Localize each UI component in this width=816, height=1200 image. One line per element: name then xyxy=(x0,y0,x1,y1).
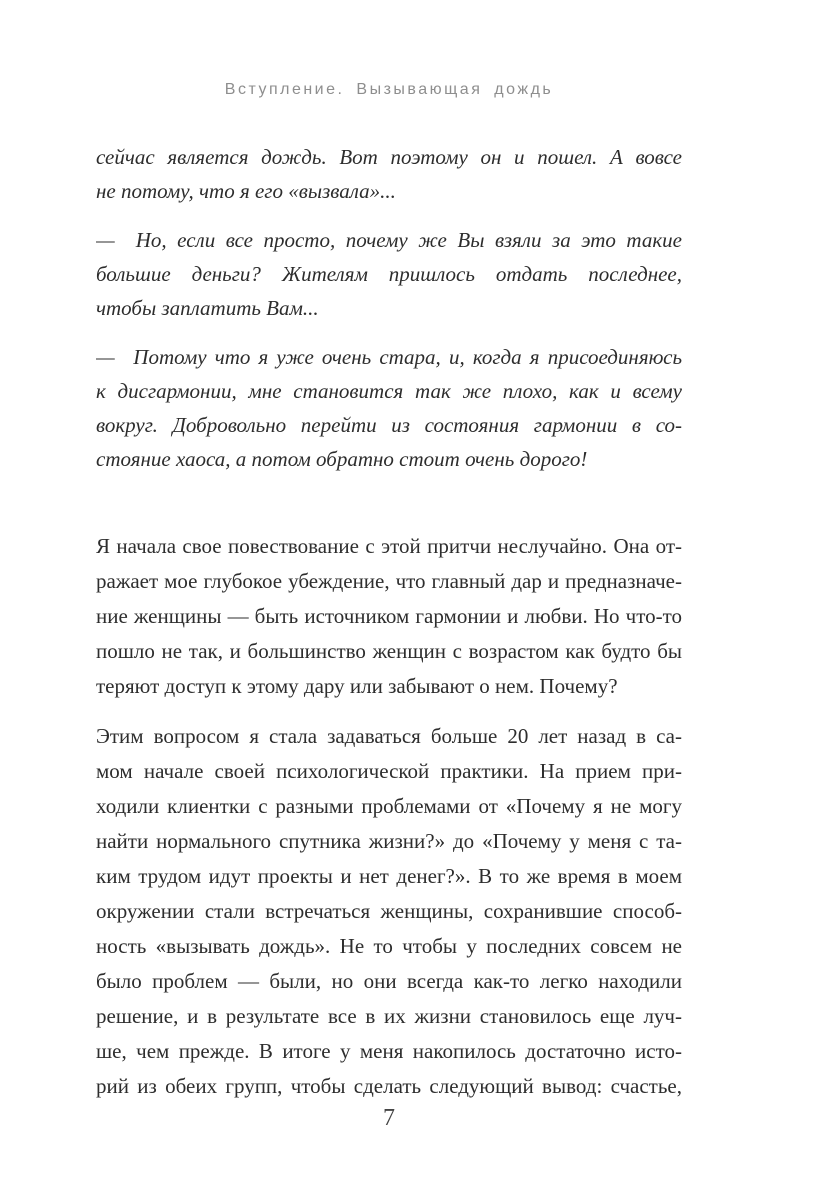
text-line: пошло не так, и большинство женщин с возрастом как будто бы xyxy=(96,639,682,663)
text-line: ходили клиентки с разными проблемами от «Почему я не могу xyxy=(96,794,682,818)
page-number: 7 xyxy=(383,1105,395,1131)
running-header: Вступление. Вызывающая дождь xyxy=(224,81,554,98)
text-line: вокруг. Добровольно перейти из состояния гармонии в со- xyxy=(96,413,682,437)
text-line: решение, и в результате все в их жизни становилось еще луч- xyxy=(96,1004,682,1028)
text-line: рий из обеих групп, чтобы сделать следующий вывод: счастье, xyxy=(96,1074,682,1098)
text-line: ражает мое глубокое убеждение, что главный дар и предназначе- xyxy=(96,569,682,593)
text-line: — Но, если все просто, почему же Вы взяли за это такие xyxy=(96,228,682,252)
text-line: стояние хаоса, а потом обратно стоит очень дорого! xyxy=(96,447,588,471)
text-line: ше, чем прежде. В итоге у меня накопилось достаточно исто- xyxy=(96,1039,682,1063)
text-line: ким трудом идут проекты и нет денег?». В то же время в моем xyxy=(96,864,682,888)
text-line: найти нормального спутника жизни?» до «Почему у меня с та- xyxy=(96,829,682,853)
text-block xyxy=(96,0,682,1132)
text-line: мом начале своей психологической практики. На прием при- xyxy=(96,759,682,783)
text-line: большие деньги? Жителям пришлось отдать последнее, xyxy=(96,262,682,286)
body-paragraph xyxy=(96,529,682,704)
body-paragraph xyxy=(96,719,682,1104)
text-line: чтобы заплатить Вам... xyxy=(96,296,319,320)
text-line: ность «вызывать дождь». Не то чтобы у последних совсем не xyxy=(96,934,682,958)
text-line: было проблем — были, но они всегда как-то легко находили xyxy=(96,969,682,993)
parable-paragraph xyxy=(96,340,682,476)
text-line: не потому, что я его «вызвала»... xyxy=(96,179,396,203)
text-line: Я начала свое повествование с этой притчи неслучайно. Она от- xyxy=(96,534,682,558)
text-line: к дисгармонии, мне становится так же плохо, как и всему xyxy=(96,379,682,403)
text-line: Этим вопросом я стала задаваться больше 20 лет назад в са- xyxy=(96,724,682,748)
parable-paragraph xyxy=(96,223,682,325)
text-line: сейчас является дождь. Вот поэтому он и пошел. А вовсе xyxy=(96,145,682,169)
text-line: ние женщины — быть источником гармонии и любви. Но что-то xyxy=(96,604,682,628)
parable-paragraph xyxy=(96,140,682,208)
text-line: теряют доступ к этому дару или забывают о нем. Почему? xyxy=(96,674,618,698)
text-line: окружении стали встречаться женщины, сохранившие способ- xyxy=(96,899,682,923)
page-text xyxy=(96,140,682,1104)
text-line: — Потому что я уже очень стара, и, когда я присоединяюсь xyxy=(96,345,682,369)
